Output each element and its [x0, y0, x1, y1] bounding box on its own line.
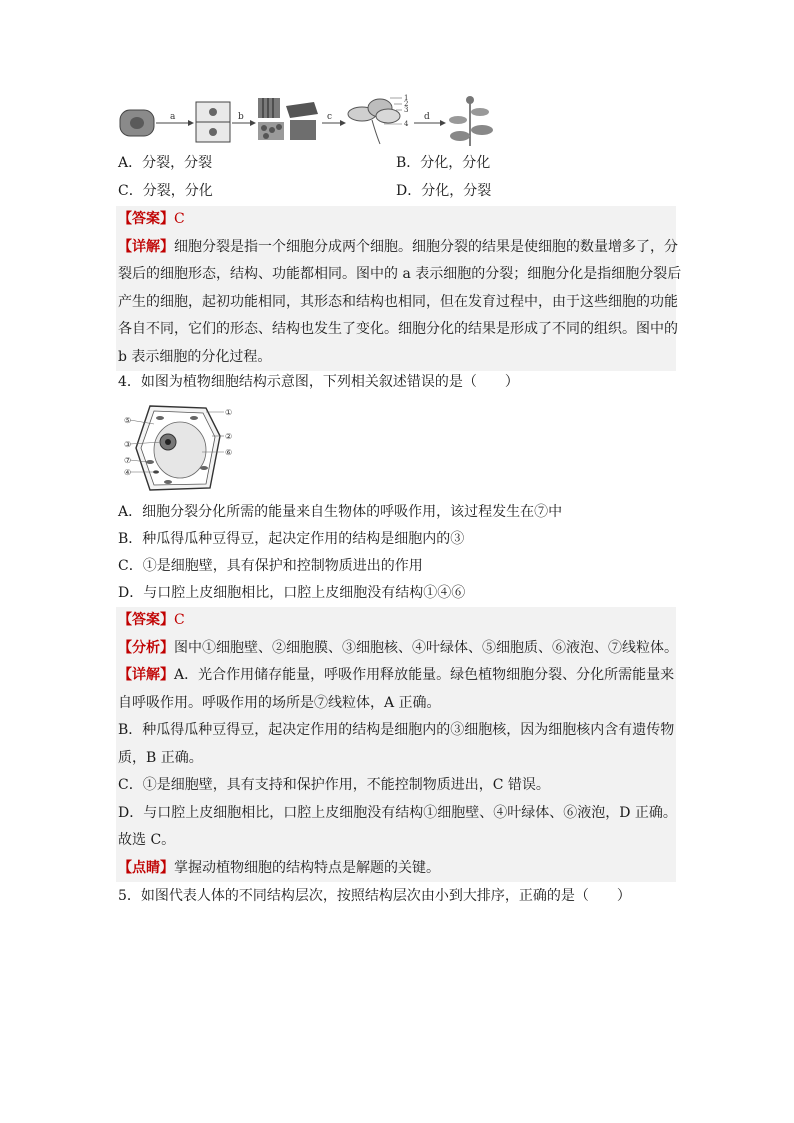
label-3: 3 [404, 106, 409, 114]
q4-answer-box [116, 607, 676, 882]
q4-option-d[interactable]: D．与口腔上皮细胞相比，口腔上皮细胞没有结构①④⑥ [118, 585, 466, 601]
cell-label-3: ③ [124, 440, 132, 449]
q4-option-a[interactable]: A．细胞分裂分化所需的能量来自生物体的呼吸作用，该过程发生在⑦中 [118, 504, 563, 520]
q4-detail-line: 质，B 正确。 [118, 749, 203, 766]
q4-detail-line: B．种瓜得瓜种豆得豆，起决定作用的结构是细胞内的③细胞核，因为细胞核内含有遗传物 [118, 722, 675, 738]
label-4: 4 [404, 120, 409, 128]
q4-detail-line: C．①是细胞壁，具有支持和保护作用，不能控制物质进出，C 错误。 [118, 777, 550, 793]
q4-detail-line: 【详解】A．光合作用储存能量，呼吸作用释放能量。绿色植物细胞分裂、分化所需能量来 [118, 667, 675, 683]
label-c: c [327, 112, 333, 122]
q4-detail-line: 自呼吸作用。呼吸作用的场所是⑦线粒体，A 正确。 [118, 694, 441, 711]
q3-detail-line: b 表示细胞的分化过程。 [118, 348, 272, 365]
cell-label-6: ⑥ [225, 448, 233, 457]
q3-answer-line: 【答案】C [118, 211, 185, 227]
q4-option-b[interactable]: B．种瓜得瓜种豆得豆，起决定作用的结构是细胞内的③ [118, 531, 465, 547]
q3-answer-box [116, 206, 682, 371]
q4-answer-line: 【答案】C [118, 612, 185, 628]
q3-options-row-2 [118, 181, 492, 201]
q3-option-b[interactable]: B．分化，分化 [396, 155, 491, 171]
q4-stem: 4．如图为植物细胞结构示意图，下列相关叙述错误的是（ ） [118, 374, 519, 390]
label-1: 1 [404, 94, 409, 102]
single-cell-image [120, 110, 154, 136]
plant-cell-figure [124, 402, 236, 496]
cell-development-figure [118, 94, 498, 148]
q3-options-row-1 [118, 153, 491, 173]
q3-detail-line: 【详解】细胞分裂是指一个细胞分成两个细胞。细胞分裂的结果是使细胞的数量增多了，分 [118, 238, 678, 255]
tissues-image [258, 98, 318, 140]
q4-analysis-line: 【分析】图中①细胞壁、②细胞膜、③细胞核、④叶绿体、⑤细胞质、⑥液泡、⑦线粒体。 [118, 639, 678, 656]
q4-detail-line: D．与口腔上皮细胞相比，口腔上皮细胞没有结构①细胞壁、④叶绿体、⑥液泡，D 正确。 [118, 804, 677, 821]
label-a: a [170, 112, 176, 122]
q3-answer-value: C [174, 211, 185, 227]
q3-option-c[interactable]: C．分裂，分化 [118, 183, 213, 199]
q3-option-a[interactable]: A．分裂，分裂 [118, 155, 213, 171]
q3-option-d[interactable]: D．分化，分裂 [396, 183, 492, 199]
q4-option-c[interactable]: C．①是细胞壁，具有保护和控制物质进出的作用 [118, 558, 423, 574]
flower-organ-image [348, 94, 409, 144]
plant-image [449, 96, 493, 146]
cell-label-4: ④ [124, 468, 132, 477]
cell-label-5: ⑤ [124, 416, 132, 425]
q4-answer-value: C [174, 612, 185, 628]
label-2: 2 [404, 100, 409, 108]
q3-detail-line: 裂后的细胞形态，结构、功能都相同。图中的 a 表示细胞的分裂；细胞分化是指细胞分裂后 [118, 266, 682, 282]
label-d: d [424, 112, 430, 122]
cell-label-2: ② [225, 432, 233, 441]
q5-stem: 5．如图代表人体的不同结构层次，按照结构层次由小到大排序，正确的是（ ） [118, 888, 631, 904]
q3-detail-line: 各自不同，它们的形态、结构也发生了变化。细胞分化的结果是形成了不同的组织。图中的 [118, 321, 678, 337]
q3-detail-line: 产生的细胞，起初功能相同，其形态和结构也相同，但在发育过程中，由于这些细胞的功能 [118, 293, 678, 310]
two-cells-image [196, 102, 230, 142]
cell-label-1: ① [225, 408, 233, 417]
q4-tip-line: 【点睛】掌握动植物细胞的结构特点是解题的关键。 [118, 859, 440, 876]
label-b: b [238, 112, 244, 122]
q4-detail-line: 故选 C。 [118, 832, 176, 848]
cell-label-7: ⑦ [124, 456, 132, 465]
